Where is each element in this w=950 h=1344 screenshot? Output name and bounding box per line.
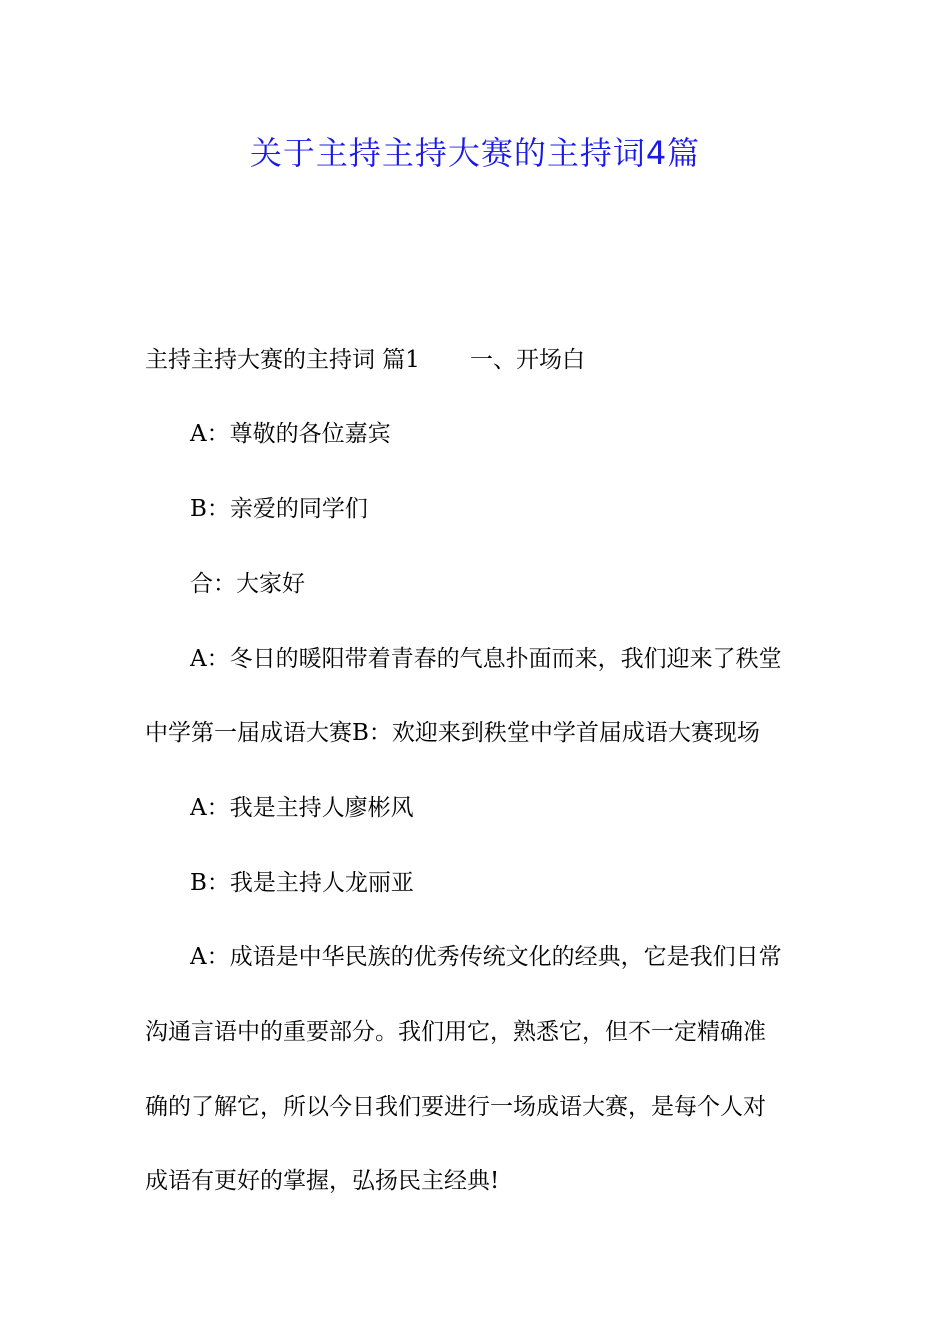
paragraph-line: 合：大家好: [190, 571, 305, 597]
paragraph-line: A：我是主持人廖彬风: [190, 795, 414, 821]
paragraph-line: 中学第一届成语大赛B：欢迎来到秩堂中学首届成语大赛现场: [145, 720, 760, 746]
paragraph-line: B：亲爱的同学们: [190, 496, 368, 522]
section-subheading: 一、开场白: [469, 347, 585, 373]
paragraph-line: B：我是主持人龙丽亚: [190, 870, 414, 896]
paragraph-line: A：冬日的暖阳带着青春的气息扑面而来，我们迎来了秩堂: [190, 646, 782, 672]
section-heading-line: [145, 340, 810, 380]
section-heading: 主持主持大赛的主持词 篇1: [145, 347, 420, 373]
paragraph-line: A：成语是中华民族的优秀传统文化的经典，它是我们日常: [190, 944, 782, 970]
paragraph-line: 成语有更好的掌握，弘扬民主经典!: [145, 1168, 500, 1194]
document-title: 关于主持主持大赛的主持词4篇: [249, 134, 701, 172]
paragraph-line: 沟通言语中的重要部分。我们用它，熟悉它，但不一定精确准: [145, 1019, 766, 1045]
paragraph-line: A：尊敬的各位嘉宾: [190, 421, 391, 447]
paragraph-line: 确的了解它，所以今日我们要进行一场成语大赛，是每个人对: [145, 1094, 766, 1120]
